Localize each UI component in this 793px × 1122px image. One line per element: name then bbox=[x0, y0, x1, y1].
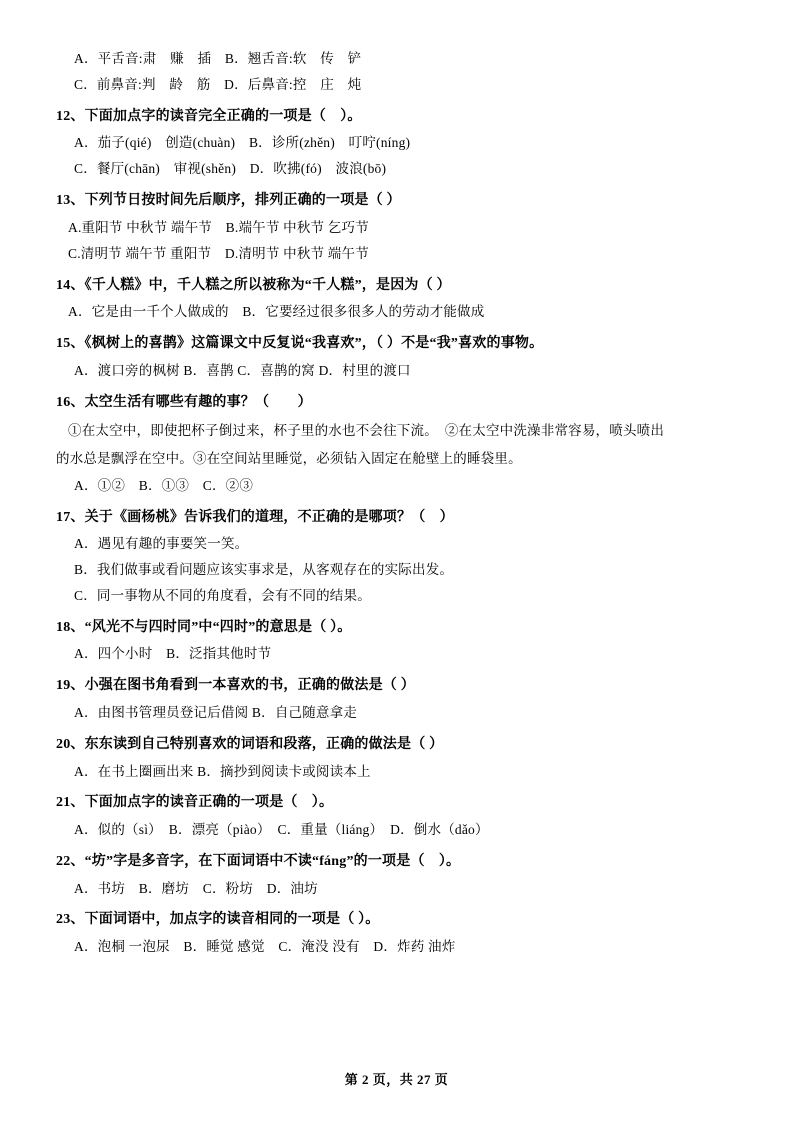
answer-option-line: A．由图书管理员登记后借阅 B．自己随意拿走 bbox=[74, 704, 358, 720]
answer-option-line: A．遇见有趣的事要笑一笑。 bbox=[74, 536, 249, 552]
answer-option-line: C．前鼻音:判 龄 筋 D．后鼻音:控 庄 炖 bbox=[74, 76, 362, 92]
question-stem: 21、下面加点字的读音正确的一项是（ ）。 bbox=[56, 795, 334, 811]
answer-option-line: A．它是由一千个人做成的 B．它要经过很多很多人的劳动才能做成 bbox=[68, 304, 485, 320]
question-stem: 16、太空生活有哪些有趣的事？（ ） bbox=[56, 394, 312, 410]
answer-option-line: A．似的（sì） B．漂亮（piào） C．重量（liáng） D．倒水（dǎo） bbox=[74, 822, 489, 838]
question-passage: ①在太空中，即使把杯子倒过来，杯子里的水也不会往下流。 ②在太空中洗澡非常容易，喷头喷出 bbox=[68, 423, 665, 439]
answer-option-line: A.重阳节 中秋节 端午节 B.端午节 中秋节 乞巧节 bbox=[68, 219, 369, 235]
answer-option-line: A．渡口旁的枫树 B．喜鹊 C．喜鹊的窝 D．村里的渡口 bbox=[74, 362, 411, 378]
page-footer: 第 2 页，共 27 页 bbox=[344, 1072, 449, 1087]
answer-option-line: A．书坊 B．磨坊 C．粉坊 D．油坊 bbox=[74, 880, 318, 896]
question-stem: 12、下面加点字的读音完全正确的一项是（ ）。 bbox=[56, 108, 362, 124]
answer-option-line: A．在书上圈画出来 B．摘抄到阅读卡或阅读本上 bbox=[74, 763, 371, 779]
question-stem: 22、“坊”字是多音字，在下面词语中不读“fáng”的一项是（ ）。 bbox=[56, 853, 461, 869]
question-stem: 20、东东读到自己特别喜欢的词语和段落，正确的做法是（ ） bbox=[56, 736, 444, 752]
answer-option-line: B．我们做事或看问题应该实事求是，从客观存在的实际出发。 bbox=[74, 562, 454, 578]
question-stem: 13、下列节日按时间先后顺序，排列正确的一项是（ ） bbox=[56, 193, 401, 209]
answer-option-line: A．四个小时 B．泛指其他时节 bbox=[74, 646, 272, 662]
question-stem: 14、《千人糕》中，千人糕之所以被称为“千人糕”，是因为（ ） bbox=[56, 277, 451, 293]
answer-option-line: A．茄子(qié) 创造(chuàn) B．诊所(zhěn) 叮咛(níng) bbox=[74, 135, 411, 151]
answer-option-line: A．泡桐 一泡尿 B．睡觉 感觉 C．淹没 没有 D．炸药 油炸 bbox=[74, 939, 456, 955]
question-stem: 15、《枫树上的喜鹊》这篇课文中反复说“我喜欢”，（ ）不是“我”喜欢的事物。 bbox=[56, 336, 544, 352]
question-stem: 17、关于《画杨桃》告诉我们的道理，不正确的是哪项？（ ） bbox=[56, 509, 454, 525]
question-stem: 19、小强在图书角看到一本喜欢的书，正确的做法是（ ） bbox=[56, 678, 415, 694]
answer-option-line: C.清明节 端午节 重阳节 D.清明节 中秋节 端午节 bbox=[68, 245, 369, 261]
answer-option-line: A．平舌音:肃 赚 插 B．翘舌音:软 传 铲 bbox=[74, 51, 362, 66]
exam-question-list bbox=[56, 48, 737, 958]
question-stem: 23、下面词语中，加点字的读音相同的一项是（ ）。 bbox=[56, 912, 380, 928]
answer-option-line: C．同一事物从不同的角度看，会有不同的结果。 bbox=[74, 587, 371, 603]
answer-option-line: A．①② B．①③ C．②③ bbox=[74, 477, 254, 493]
answer-option-line: C．餐厅(chān) 审视(shěn) D．吹拂(fó) 波浪(bō) bbox=[74, 161, 387, 177]
question-passage: 的水总是飘浮在空中。③在空间站里睡觉，必须钻入固定在舱壁上的睡袋里。 bbox=[56, 451, 522, 467]
question-stem: 18、“风光不与四时同”中“四时”的意思是（ ）。 bbox=[56, 619, 352, 635]
